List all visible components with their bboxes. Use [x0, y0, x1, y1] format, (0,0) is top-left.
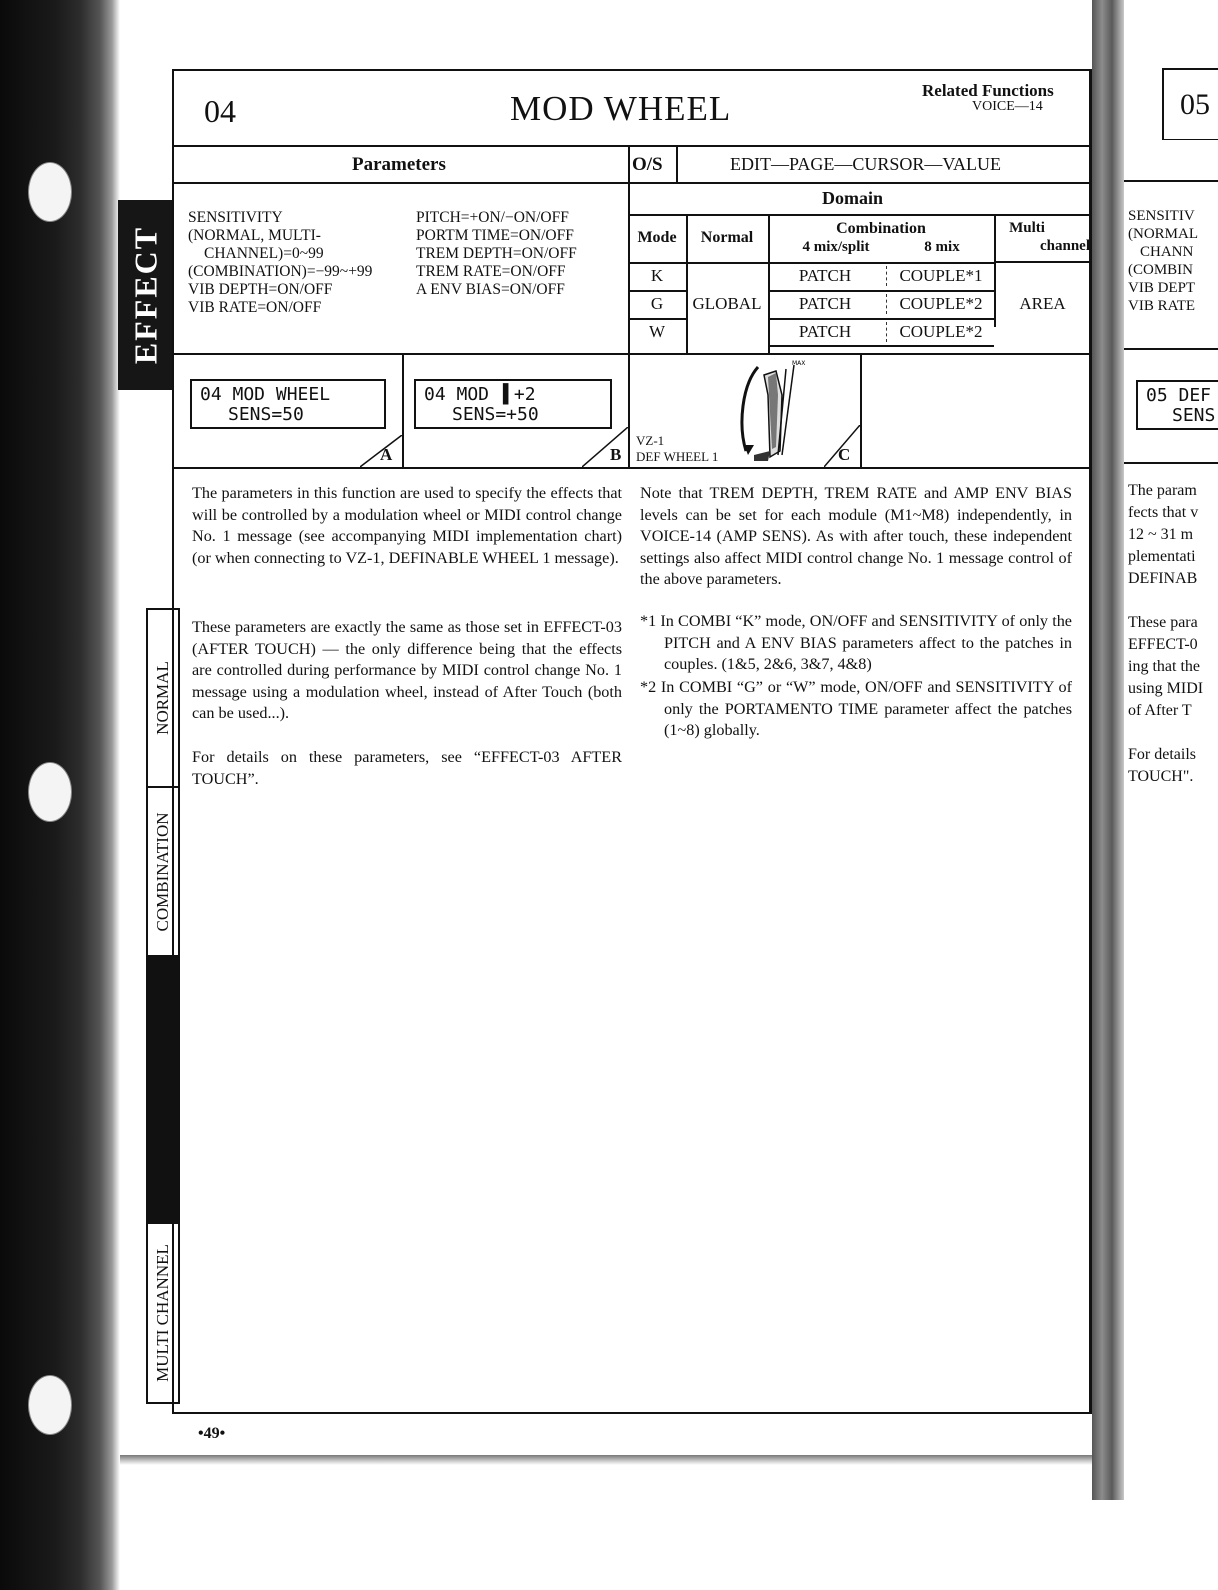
next-page-lcd: 05 DEF SENS — [1136, 380, 1218, 430]
lcd-display-a: 04 MOD WHEEL SENS=50 — [190, 379, 386, 429]
domain-sub-mix-split: 4 mix/split — [802, 239, 870, 255]
divider — [174, 145, 1091, 147]
divider — [676, 145, 678, 183]
domain-row-mode: W — [648, 322, 666, 341]
divider — [628, 318, 686, 320]
page-shadow — [120, 1455, 1100, 1465]
domain-col-multi-channel: channel — [1039, 238, 1090, 254]
divider — [860, 353, 862, 467]
domain-multi-value: AREA — [1019, 294, 1066, 313]
divider — [174, 353, 1091, 355]
domain-normal-value: GLOBAL — [692, 294, 762, 313]
domain-col-multi: Multi — [1009, 220, 1045, 236]
related-functions-value: VOICE—14 — [972, 99, 1043, 114]
lcd-display-b: 04 MOD ▌+2 SENS=+50 — [414, 379, 612, 429]
divider — [628, 290, 686, 292]
body-left-para-2: These parameters are exactly the same as those set in EFFECT-03 (AFTER TOUCH) — the only difference being that the effects are controlled during performance by MIDI control change No. 1 message using a modulation wheel, instead of After Touch (both can be used...). — [192, 618, 622, 722]
divider — [994, 261, 1091, 263]
divider — [628, 262, 994, 264]
domain-col-normal: Normal — [700, 229, 754, 246]
side-tab-effect: EFFECT — [118, 200, 174, 390]
divider — [174, 467, 1091, 469]
domain-row-mode: K — [650, 266, 664, 285]
side-tab-normal: NORMAL — [146, 608, 180, 788]
os-label: O/S — [632, 154, 663, 175]
display-a-label: A — [380, 445, 393, 464]
domain-row-mix: PATCH — [798, 322, 852, 341]
parameters-heading: Parameters — [352, 154, 446, 175]
domain-heading: Domain — [822, 188, 884, 208]
function-number: 04 — [204, 93, 236, 129]
domain-sub-8mix: 8 mix — [924, 239, 960, 255]
domain-row-eight: COUPLE*2 — [886, 322, 995, 342]
binder-hole-bottom — [28, 1375, 72, 1435]
wheel-max-label: MAX — [792, 360, 806, 367]
next-page-strip — [1092, 0, 1218, 1590]
side-tab-combination: COMBINATION — [146, 786, 180, 958]
display-b-label: B — [610, 445, 622, 464]
page-frame — [172, 69, 1092, 1414]
parameter-list-right: PITCH=+ON/−ON/OFF PORTM TIME=ON/OFF TREM DEPTH=ON/OFF TREM RATE=ON/OFF A ENV BIAS=ON/OFF — [416, 209, 577, 298]
divider — [402, 353, 404, 467]
footnote-1: *1 In COMBI “K” mode, ON/OFF and SENSITIVITY of only the PITCH and A ENV BIAS parameters affect to the patches in couples. (1&5, 2&6, 3&7, 4&8) — [640, 612, 1072, 673]
side-tab-multi-channel: MULTI CHANNEL — [146, 1222, 180, 1404]
page-number: •49• — [198, 1425, 226, 1442]
binder-hole-middle — [28, 762, 72, 822]
domain-row-mix: PATCH — [798, 266, 852, 285]
parameter-list-left: SENSITIVITY (NORMAL, MULTI- CHANNEL)=0~99 (COMBINATION)=−99~+99 VIB DEPTH=ON/OFF VIB RATE=ON/OFF — [188, 209, 373, 316]
body-right-para-1: Note that TREM DEPTH, TREM RATE and AMP ENV BIAS levels can be set for each module (M1~M8) independently, in VOICE-14 (AMP SENS). As with after touch, these independent settings also affect MIDI control change No. 1 message control of the above parameters. — [640, 484, 1072, 588]
divider — [1124, 348, 1218, 350]
domain-row-mix: PATCH — [798, 294, 852, 313]
page-fold-shadow — [1092, 0, 1124, 1500]
domain-col-combination: Combination — [836, 220, 926, 237]
divider — [174, 182, 1091, 184]
page-title: MOD WHEEL — [510, 89, 732, 128]
domain-col-mode: Mode — [637, 229, 677, 246]
divider — [628, 214, 1091, 216]
binder-hole-top — [28, 162, 72, 222]
domain-row-eight: COUPLE*1 — [886, 266, 995, 286]
operation-sequence: EDIT—PAGE—CURSOR—VALUE — [730, 154, 1002, 174]
body-left-para-3: For details on these parameters, see “EFFECT-03 AFTER TOUCH”. — [192, 748, 622, 788]
body-left-para-1: The parameters in this function are used to specify the effects that will be controlled by a modulation wheel or MIDI control change No. 1 message (see accompanying MIDI implementation chart) (or when connecting to VZ-1, DEFINABLE WHEEL 1 message). — [192, 484, 622, 567]
vz1-label: VZ-1 — [636, 433, 665, 448]
divider — [768, 290, 994, 292]
divider — [768, 318, 994, 320]
next-function-number: 05 — [1162, 68, 1218, 140]
next-page: 05 SENSITIV (NORMAL CHANN (COMBIN VIB DEPT VIB RATE 05 DEF SENS The param fects that v 12 ~ 31 m plementati DEFINAB These para EFFECT-0 ing that the using MIDI of After T For details TOUCH". — [1124, 68, 1218, 1488]
domain-row-eight: COUPLE*2 — [886, 294, 995, 314]
divider — [1124, 180, 1218, 182]
footnote-2: *2 In COMBI “G” or “W” mode, ON/OFF and SENSITIVITY of only the PORTAMENTO TIME parameter affect the patches (1~8) globally. — [640, 678, 1072, 739]
related-functions-label: Related Functions — [922, 81, 1054, 100]
display-c-label: C — [838, 445, 851, 464]
cursor-block: ▌ — [503, 384, 514, 405]
def-wheel-label: DEF WHEEL 1 — [636, 449, 719, 464]
divider — [628, 353, 630, 467]
divider — [1124, 462, 1218, 464]
divider — [768, 345, 994, 347]
mod-wheel-illustration — [724, 355, 824, 465]
domain-row-mode: G — [650, 294, 664, 313]
